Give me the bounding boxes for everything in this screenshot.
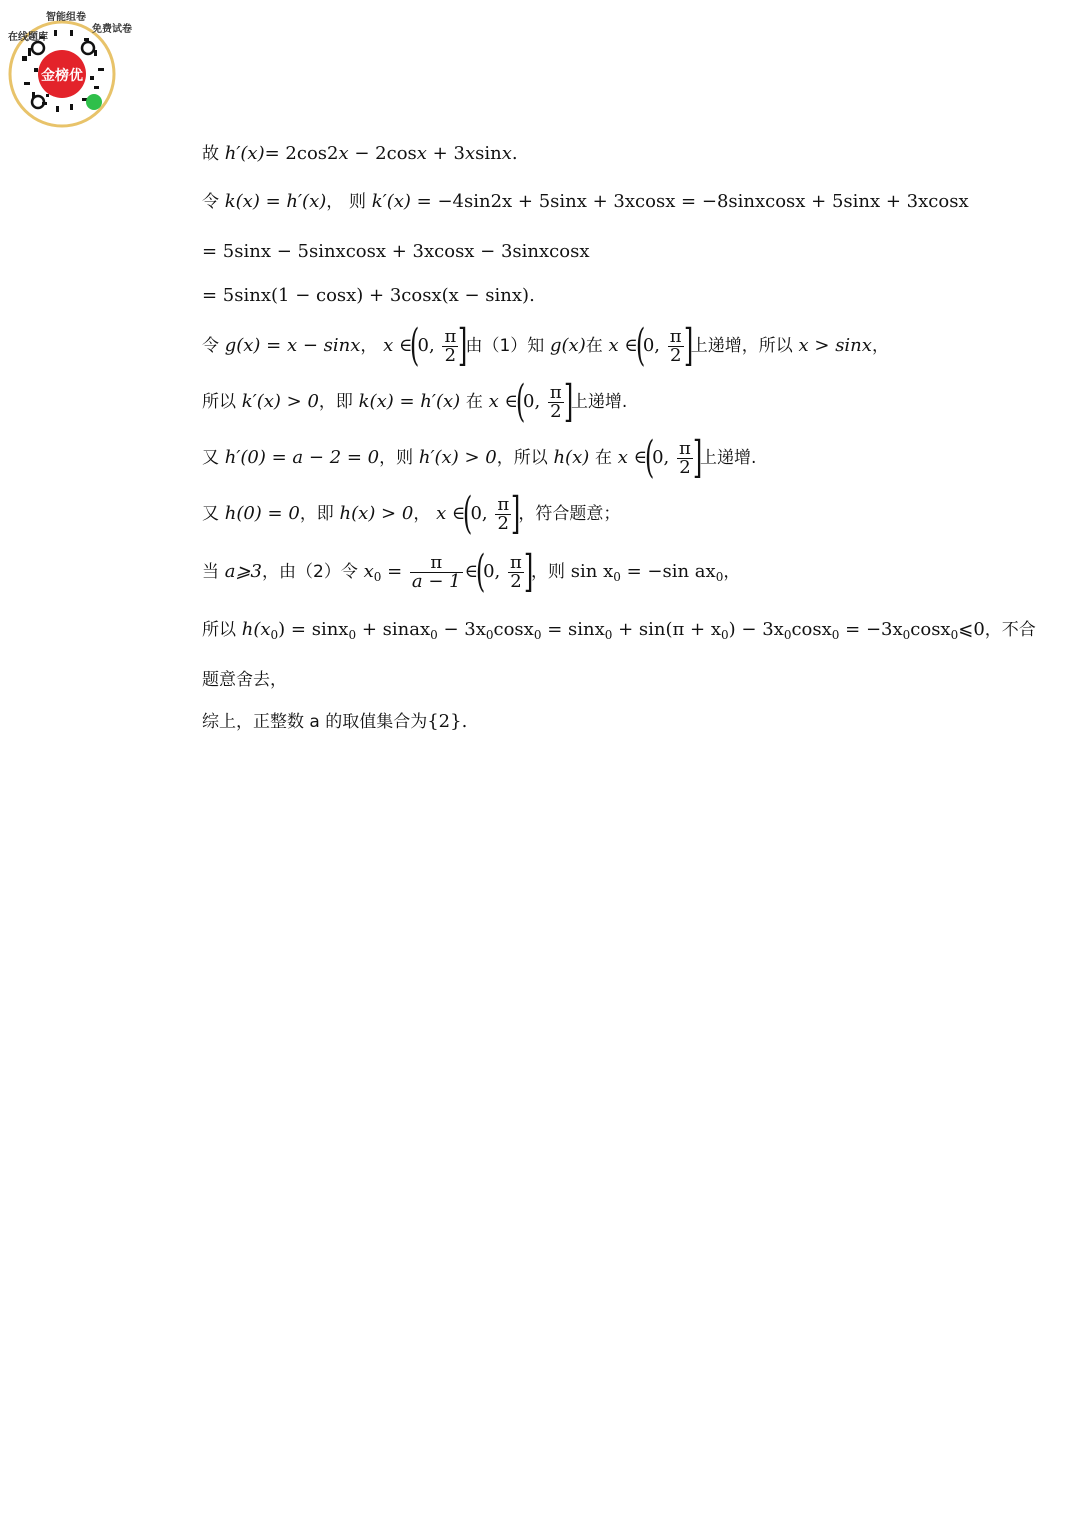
math-line-6: 所以 k′(x) > 0，即 k(x) = h′(x) 在 x ∈(0, $\frac{\pi}{2}$ ]上递增.	[202, 376, 628, 427]
fraction: $\frac{\pi}{2}$	[679, 437, 691, 478]
logo-ring-text-1: 在线题库	[8, 32, 48, 43]
fraction: $\frac{\pi}{a - 1}$	[411, 551, 461, 592]
math-line-10: 所以 $h(x_0) = \sin x_0$ + sinax$_0$ − $3x_0\cos x_0 = \sin x_0 + \sin(\pi + x_0) - 3x_0\cos x_0$ = $-3x_0\cos x_0⩽0$，不合	[202, 619, 1036, 642]
conclusion-line: 综上，正整数 a 的取值集合为{2}.	[202, 711, 468, 732]
qr-logo	[6, 6, 132, 126]
math-line-3: = 5sinx − 5sinxcosx + 3xcosx − 3sinxcosx	[202, 241, 590, 262]
logo-ring-text-2: 智能组卷	[46, 12, 86, 23]
math-line-4: = 5sinx(1 − cosx) + 3cosx(x − sinx).	[202, 285, 535, 306]
math-line-8: 又 h(0) = 0，即 h(x) > 0， x ∈(0, $\frac{\pi}{2}$ ]，符合题意；	[202, 488, 621, 539]
fraction: $\frac{\pi}{2}$	[510, 551, 522, 592]
math-line-9: 当 a⩾3，由（2）令 $x_0$ = $\frac{\pi}{a - 1}$ ∈(0, $\frac{\pi}{2}$ ]，则 $\sin x_0 = -\sin$ $ax_0$，	[202, 546, 741, 597]
math-line-2: 令 k(x) = h′(x)， 则 k′(x) = −4sin2x + 5sinx + 3xcosx = −8sinxcosx + 5sinx + 3xcosx	[202, 191, 969, 212]
fraction: $\frac{\pi}{2}$	[444, 325, 457, 366]
logo-ring-text-3: 免费试卷	[92, 24, 132, 35]
math-line-5: 令 g(x) = x − sinx， x ∈(0, $\frac{\pi}{2}$ ]由（1）知 g(x)在 x ∈(0, $\frac{\pi}{2}$ ]上递增，所以 x > sinx，	[202, 320, 889, 371]
fraction: $\frac{\pi}{2}$	[669, 325, 682, 366]
logo-brand: 金榜优	[41, 68, 83, 84]
math-line-7: 又 h′(0) = a − 2 = 0，则 h′(x) > 0，所以 h(x) 在 x ∈(0, $\frac{\pi}{2}$ ]上递增.	[202, 432, 757, 483]
text-line-11: 题意舍去，	[202, 670, 287, 690]
fraction: $\frac{\pi}{2}$	[497, 493, 510, 534]
fraction: $\frac{\pi}{2}$	[549, 381, 562, 422]
math-line-1: 故 h′(x)= 2cos2x − 2cosx + 3xsinx.	[202, 143, 518, 164]
